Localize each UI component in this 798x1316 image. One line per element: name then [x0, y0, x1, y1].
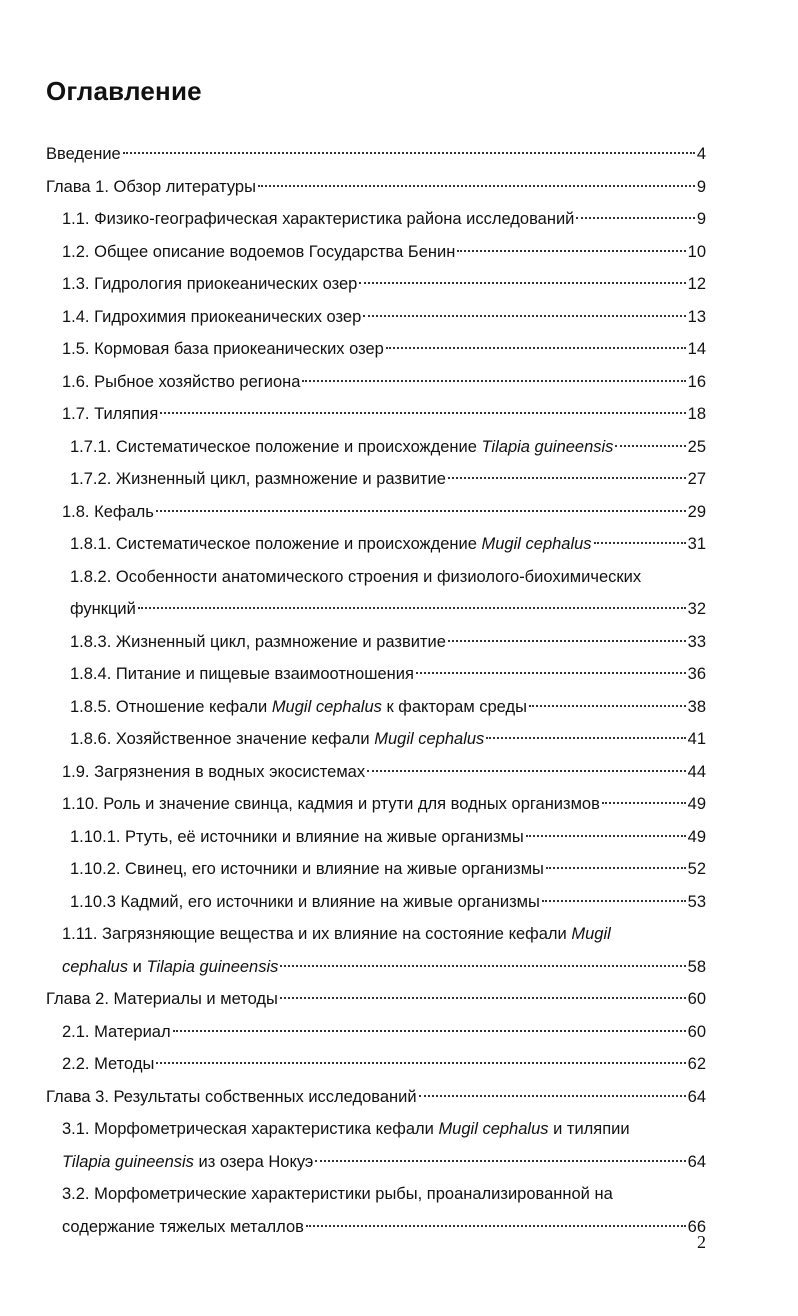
dot-leader: [615, 445, 685, 447]
toc-entry-title: [62, 236, 455, 269]
toc-entry-label-italic: Mugil cephalus: [374, 730, 485, 748]
toc-entry-row: [0, 1016, 706, 1049]
dot-leader: [367, 770, 686, 772]
toc-entry-label: 2.1. Материал: [62, 1022, 171, 1041]
toc-entry-page-number: 4: [696, 145, 706, 163]
toc-entry[interactable]: [0, 333, 798, 366]
toc-entry[interactable]: [0, 138, 798, 171]
toc-entry-row: [0, 333, 706, 366]
toc-entry-label: Глава 2. Материалы и методы: [46, 990, 278, 1008]
dot-leader: [419, 1095, 686, 1097]
toc-entry-row: [0, 138, 706, 171]
toc-entry-label: 1.9. Загрязнения в водных экосистемах: [62, 762, 366, 781]
toc-entry[interactable]: [0, 1048, 798, 1081]
toc-entry-first-line: [0, 561, 706, 594]
toc-entry-label: 1.10.1. Ртуть, её источники и влияние на живые организмы: [70, 827, 524, 846]
toc-entry-row: [0, 983, 706, 1016]
toc-entry-page-number: 27: [687, 470, 706, 488]
toc-entry-label: 1.7.1. Систематическое положение и происхождение: [70, 437, 482, 456]
toc-entry-first-line: [0, 1178, 706, 1211]
toc-entry-label: и: [128, 957, 147, 976]
dot-leader: [306, 1225, 686, 1227]
dot-leader: [386, 347, 686, 349]
toc-entry-label-italic: Tilapia guineensis: [481, 437, 614, 456]
toc-entry-label: 1.7.2. Жизненный цикл, размножение и развитие: [70, 470, 446, 488]
dot-leader: [173, 1030, 686, 1032]
toc-entry-label: содержание тяжелых металлов: [62, 1217, 304, 1236]
toc-entry-title: [70, 431, 613, 464]
toc-entry-title: [62, 333, 384, 366]
dot-leader: [156, 510, 686, 512]
toc-entry-row: [0, 756, 706, 789]
toc-entry-label-italic: Mugil cephalus: [271, 697, 382, 716]
toc-entry-label: 1.6. Рыбное хозяйство региона: [62, 372, 301, 391]
dot-leader: [280, 997, 686, 999]
toc-entry-row: [0, 203, 706, 236]
toc-entry[interactable]: [0, 626, 798, 659]
dot-leader: [457, 250, 685, 252]
toc-entry-page-number: 49: [687, 827, 706, 846]
toc-entry-title: [70, 463, 446, 496]
toc-entry-title: [70, 691, 527, 724]
page-title: Оглавление: [46, 76, 202, 106]
toc-entry-page-number: 16: [687, 372, 706, 391]
toc-entry-page-number: 13: [687, 307, 706, 326]
toc-entry-label: 1.8.4. Питание и пищевые взаимоотношения: [70, 665, 414, 683]
toc-entry[interactable]: [0, 756, 798, 789]
toc-entry-label-italic: Mugil: [571, 925, 611, 943]
toc-entry-page-number: 49: [687, 795, 706, 813]
dot-leader: [156, 1062, 685, 1064]
toc-entry-label: Введение: [46, 145, 121, 163]
dot-leader: [529, 705, 686, 707]
toc-entry-row: [0, 398, 706, 431]
toc-entry-row: [0, 626, 706, 659]
toc-entry-title: [62, 1146, 313, 1179]
toc-entry-title: [62, 203, 574, 236]
toc-entry-label-italic: Tilapia guineensis: [146, 957, 279, 976]
dot-leader: [160, 412, 685, 414]
toc-entry[interactable]: [0, 171, 798, 204]
toc-entry-row: [0, 593, 706, 626]
dot-leader: [258, 185, 695, 187]
toc-entry-label-italic: cephalus: [62, 957, 129, 976]
toc-entry-title: [70, 821, 524, 854]
toc-entry-label: 1.8.6. Хозяйственное значение кефали: [70, 730, 375, 748]
dot-leader: [280, 965, 685, 967]
toc-entry-row: [0, 301, 706, 334]
toc-entry-label: 1.8.5. Отношение кефали: [70, 697, 272, 716]
toc-entry-title: [46, 171, 256, 204]
toc-entry-label-italic: Mugil cephalus: [481, 535, 592, 553]
toc-entry[interactable]: [0, 431, 798, 464]
toc-entry-row: [0, 691, 706, 724]
toc-entry[interactable]: [0, 983, 798, 1016]
toc-entry-label: 1.8. Кефаль: [62, 502, 154, 521]
toc-entry-page-number: 60: [687, 1022, 706, 1041]
toc-entry-page-number: 32: [687, 600, 706, 618]
dot-leader: [542, 900, 686, 902]
toc-entry[interactable]: [0, 366, 798, 399]
toc-entry-page-number: 60: [687, 990, 706, 1008]
toc-entry-row: [0, 886, 706, 919]
toc-entry[interactable]: [0, 853, 798, 886]
toc-entry[interactable]: [0, 463, 798, 496]
toc-entry-label: 1.2. Общее описание водоемов Государства Бенин: [62, 242, 456, 261]
toc-entry[interactable]: [0, 1113, 798, 1178]
dot-leader: [526, 835, 686, 837]
toc-entry-title: [46, 983, 278, 1016]
dot-leader: [416, 672, 686, 674]
dot-leader: [363, 315, 685, 317]
toc-entry-title: [70, 658, 414, 691]
toc-entry-title: [62, 788, 600, 821]
toc-entry-page-number: 52: [687, 860, 706, 878]
toc-entry-page-number: 53: [687, 892, 706, 911]
toc-entry-label: 1.10. Роль и значение свинца, кадмия и ртути для водных организмов: [62, 795, 600, 813]
toc-entry[interactable]: [0, 203, 798, 236]
toc-entry-row: [0, 788, 706, 821]
toc-entry-label: 1.8.2. Особенности анатомического строения и физиолого-биохимических: [70, 567, 642, 586]
toc-entry-label: 1.10.3 Кадмий, его источники и влияние на живые организмы: [70, 892, 540, 911]
toc-entry-page-number: 10: [687, 242, 706, 261]
toc-entry-label: 1.8.3. Жизненный цикл, размножение и развитие: [70, 632, 446, 651]
toc-entry[interactable]: [0, 1081, 798, 1114]
toc-entry-row: [0, 528, 706, 561]
toc-entry[interactable]: [0, 788, 798, 821]
toc-entry-label: 1.8.1. Систематическое положение и происхождение: [70, 535, 482, 553]
dot-leader: [602, 802, 686, 804]
toc-entry[interactable]: [0, 496, 798, 529]
toc-entry[interactable]: [0, 561, 798, 626]
toc-entry-page-number: 41: [687, 730, 706, 748]
toc-entry-page-number: 36: [687, 665, 706, 683]
toc-entry-row: [0, 268, 706, 301]
toc-entry[interactable]: [0, 918, 798, 983]
toc-entry[interactable]: [0, 723, 798, 756]
toc-entry-label: к факторам среды: [381, 697, 527, 716]
toc-entry-label: 1.4. Гидрохимия приокеанических озер: [62, 307, 362, 326]
toc-entry-page-number: 64: [687, 1087, 706, 1106]
toc-entry-label: 1.1. Физико-географическая характеристика района исследований: [62, 210, 575, 228]
toc-entry-page-number: 9: [696, 177, 706, 196]
toc-entry[interactable]: [0, 1016, 798, 1049]
toc-entry-page-number: 64: [687, 1152, 706, 1171]
toc-entry-title: [62, 756, 365, 789]
toc-entry-label: 3.1. Морфометрическая характеристика кефали: [62, 1120, 439, 1138]
toc-entry-row: [0, 723, 706, 756]
toc-entry-title: [70, 853, 544, 886]
toc-entry-page-number: 18: [687, 405, 706, 423]
toc-entry-label: функций: [70, 600, 136, 618]
toc-entry-row: [0, 236, 706, 269]
toc-entry-label: 1.11. Загрязняющие вещества и их влияние на состояние кефали: [62, 925, 572, 943]
toc-entry-label: 3.2. Морфометрические характеристики рыбы, проанализированной на: [62, 1185, 613, 1203]
toc-entry-title: [62, 301, 361, 334]
toc-entry-title: [70, 723, 484, 756]
dot-leader: [546, 867, 686, 869]
dot-leader: [315, 1160, 685, 1162]
toc-entry-page-number: 62: [687, 1055, 706, 1073]
toc-entry[interactable]: [0, 268, 798, 301]
toc-entry-label-italic: Tilapia guineensis: [62, 1152, 194, 1171]
toc-entry-page-number: 9: [696, 210, 706, 228]
dot-leader: [302, 380, 685, 382]
toc-entry-label: из озера Нокуэ: [193, 1152, 314, 1171]
toc-entry-label: Глава 3. Результаты собственных исследований: [46, 1087, 417, 1106]
toc-entry-title: [62, 1048, 154, 1081]
toc-entry[interactable]: [0, 691, 798, 724]
toc-entry-page-number: 58: [687, 957, 706, 976]
toc-entry-title: [70, 593, 136, 626]
toc-entry-page-number: 33: [687, 632, 706, 651]
toc-entry-row: [0, 951, 706, 984]
toc-entry-page-number: 66: [687, 1217, 706, 1236]
toc-entry-title: [62, 268, 357, 301]
table-of-contents: [0, 138, 798, 1243]
toc-entry[interactable]: [0, 658, 798, 691]
toc-entry-label: 1.7. Тиляпия: [62, 405, 159, 423]
toc-entry-title: [70, 626, 446, 659]
toc-entry-row: [0, 431, 706, 464]
toc-entry-label: 2.2. Методы: [62, 1055, 155, 1073]
dot-leader: [448, 640, 686, 642]
toc-entry-title: [70, 528, 592, 561]
dot-leader: [123, 152, 695, 154]
toc-entry-label: Глава 1. Обзор литературы: [46, 177, 256, 196]
toc-entry[interactable]: [0, 886, 798, 919]
toc-entry-row: [0, 853, 706, 886]
toc-entry-title: [62, 1016, 171, 1049]
toc-entry-label: 1.3. Гидрология приокеанических озер: [62, 275, 358, 293]
toc-entry-row: [0, 463, 706, 496]
toc-entry-row: [0, 1211, 706, 1244]
toc-entry-row: [0, 821, 706, 854]
dot-leader: [138, 607, 686, 609]
toc-entry[interactable]: [0, 1178, 798, 1243]
toc-entry[interactable]: [0, 236, 798, 269]
toc-entry-page-number: 14: [687, 340, 706, 358]
toc-entry-label: и тиляпии: [548, 1120, 630, 1138]
toc-entry-first-line: [0, 1113, 706, 1146]
toc-entry-page-number: 12: [687, 275, 706, 293]
toc-entry-page-number: 29: [687, 502, 706, 521]
dot-leader: [486, 737, 685, 739]
toc-entry-title: [62, 951, 278, 984]
toc-entry-title: [62, 398, 158, 431]
toc-entry-title: [46, 1081, 417, 1114]
toc-entry-row: [0, 366, 706, 399]
toc-entry-title: [62, 496, 154, 529]
toc-entry-first-line: [0, 918, 706, 951]
toc-entry-row: [0, 658, 706, 691]
dot-leader: [576, 217, 694, 219]
toc-entry[interactable]: [0, 301, 798, 334]
dot-leader: [448, 477, 686, 479]
toc-entry-page-number: 25: [687, 437, 706, 456]
toc-entry-label-italic: Mugil cephalus: [438, 1120, 549, 1138]
toc-entry-page-number: 38: [687, 697, 706, 716]
toc-entry-title: [46, 138, 121, 171]
toc-entry[interactable]: [0, 528, 798, 561]
toc-entry-row: [0, 496, 706, 529]
toc-entry-row: [0, 1048, 706, 1081]
toc-entry-row: [0, 171, 706, 204]
toc-entry-label: 1.10.2. Свинец, его источники и влияние на живые организмы: [70, 860, 544, 878]
toc-entry-label: 1.5. Кормовая база приокеанических озер: [62, 340, 384, 358]
toc-entry-row: [0, 1081, 706, 1114]
dot-leader: [359, 282, 685, 284]
page-number: 2: [697, 1232, 706, 1252]
toc-entry-page-number: 31: [687, 535, 706, 553]
toc-entry-row: [0, 1146, 706, 1179]
toc-entry-title: [70, 886, 540, 919]
toc-entry-title: [62, 366, 300, 399]
dot-leader: [594, 542, 686, 544]
toc-entry-title: [62, 1211, 304, 1244]
toc-entry-page-number: 44: [687, 762, 706, 781]
toc-entry[interactable]: [0, 398, 798, 431]
toc-entry[interactable]: [0, 821, 798, 854]
